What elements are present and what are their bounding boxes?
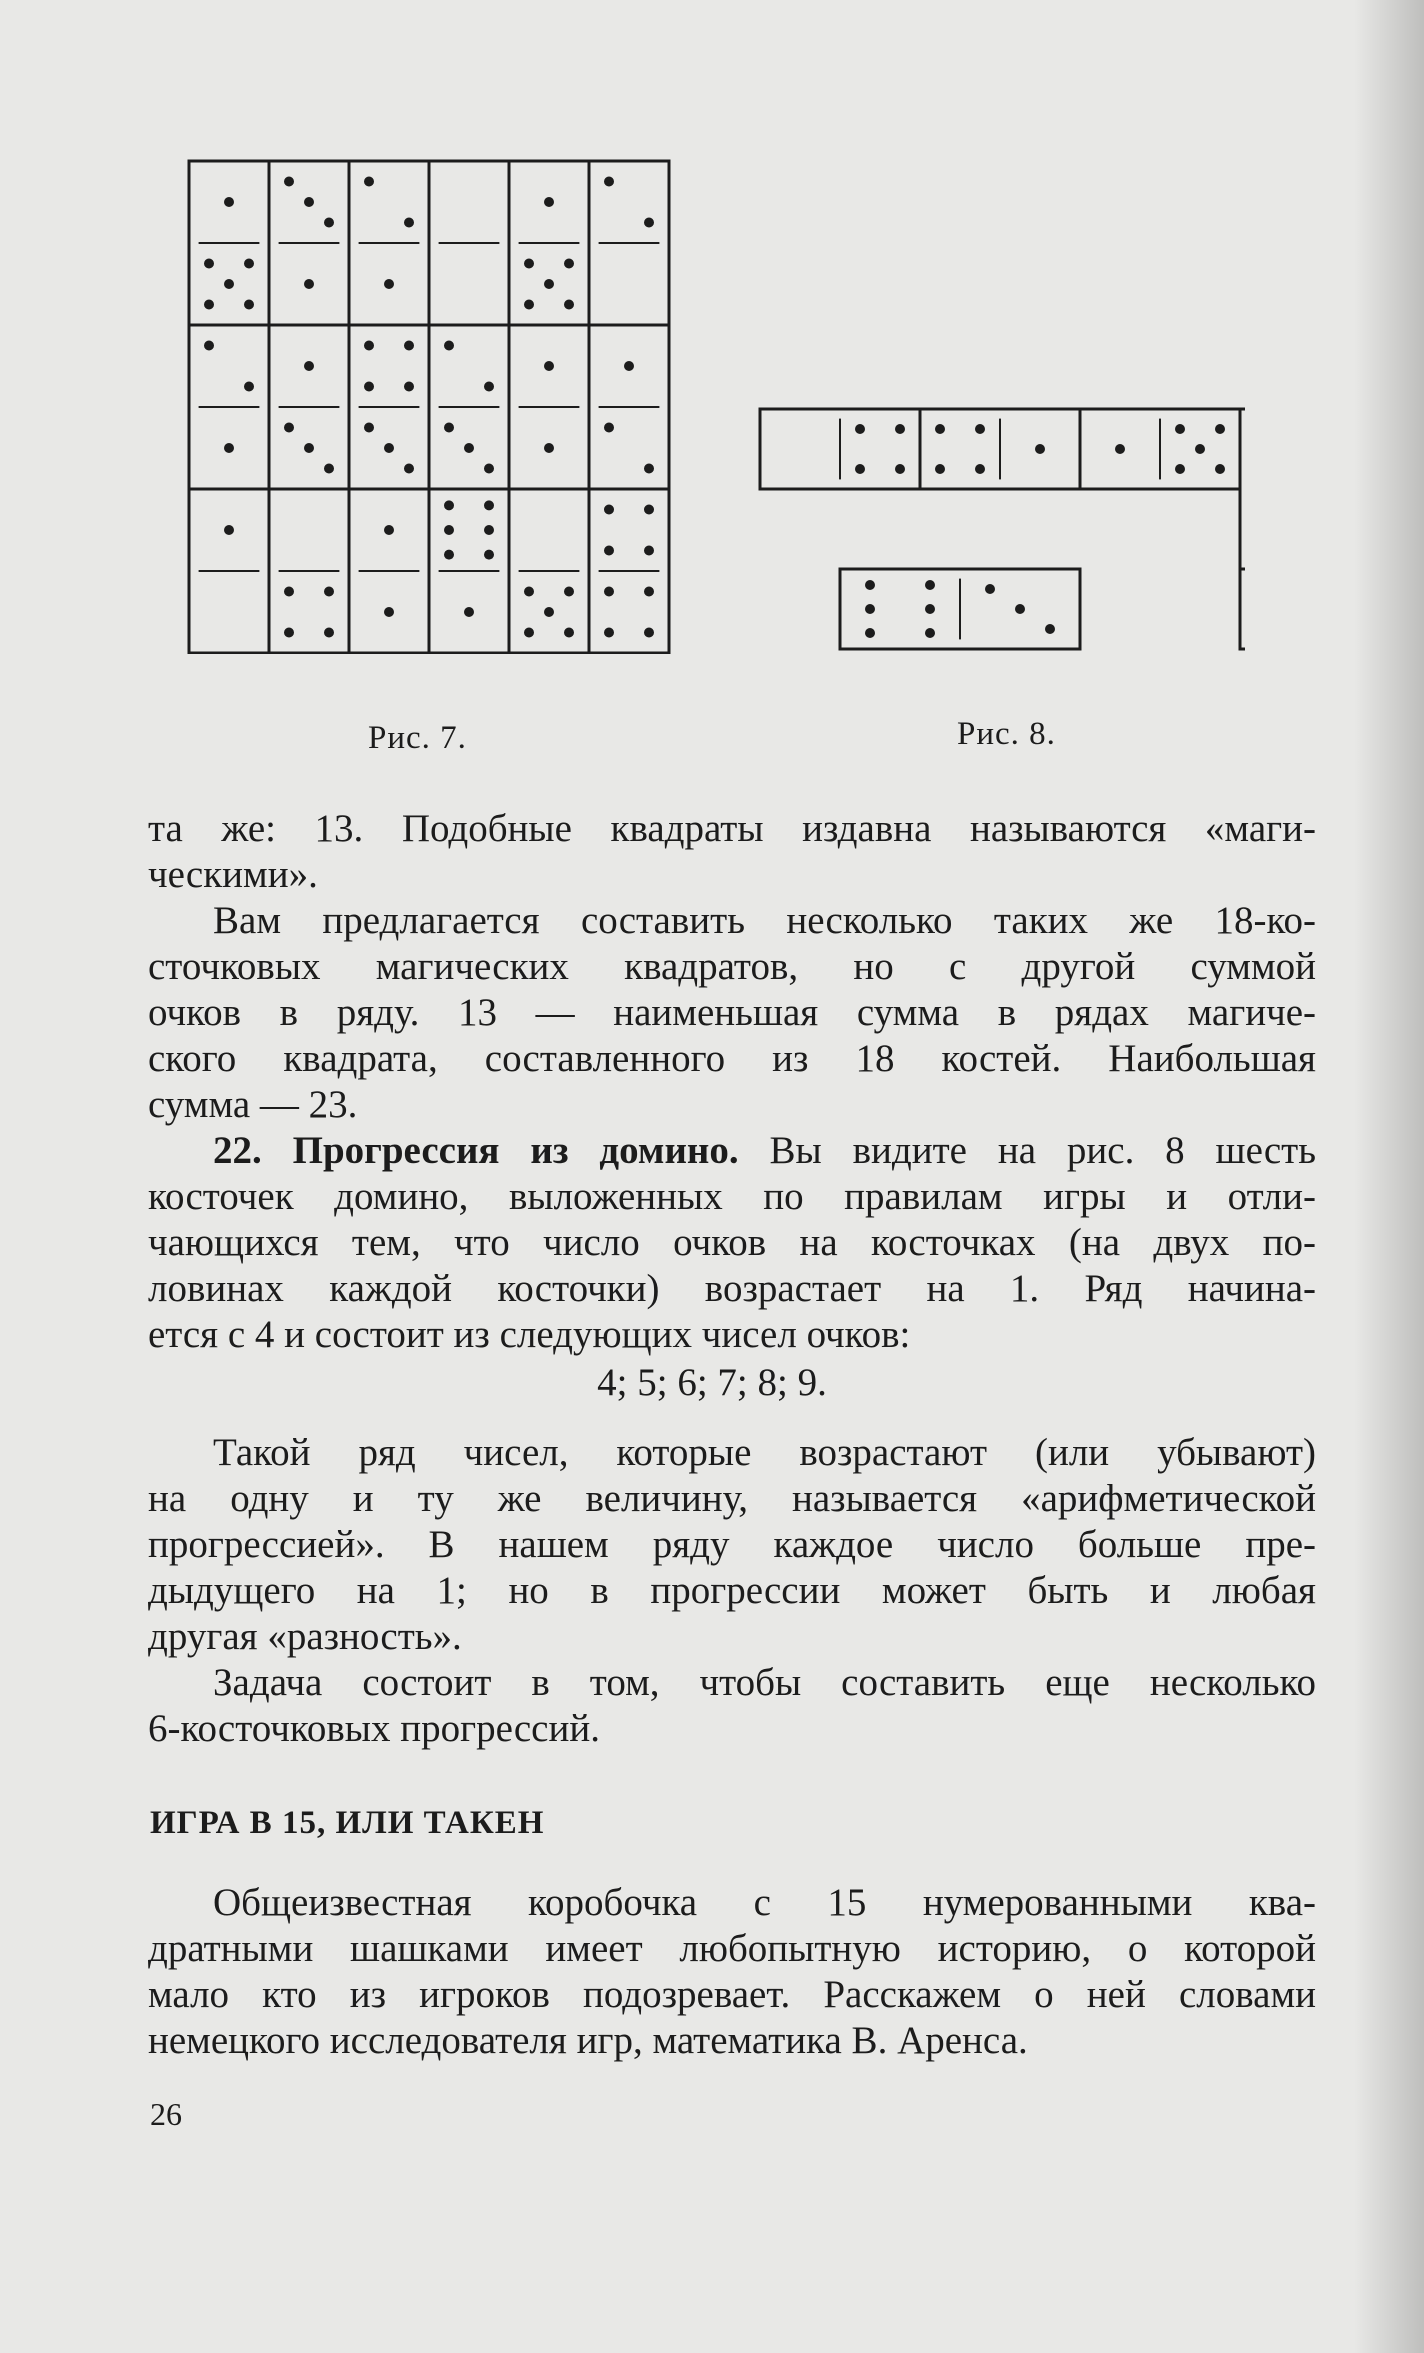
paragraph-4-line-5: другая «разность». xyxy=(148,1615,462,1658)
domino-pip xyxy=(304,443,314,453)
paragraph-2-line-2: сточковых магических квадратов, но с другой суммой xyxy=(148,945,1316,988)
paragraph-2-line-5: сумма — 23. xyxy=(148,1083,358,1126)
paragraph-6-line-4: немецкого исследователя игр, математика В. Аренса. xyxy=(148,2019,1028,2062)
domino-pip xyxy=(604,423,614,433)
domino-pip xyxy=(364,423,374,433)
paragraph-5-line-1: Задача состоит в том, чтобы составить еще несколько xyxy=(213,1661,1316,1704)
domino-pip xyxy=(604,628,614,638)
domino-tile xyxy=(1240,569,1245,649)
domino-pip xyxy=(1045,624,1055,634)
paragraph-2-line-4: ского квадрата, составленного из 18 костей. Наибольшая xyxy=(148,1037,1316,1080)
domino-pip xyxy=(1215,424,1225,434)
domino-pip xyxy=(935,464,945,474)
domino-pip xyxy=(644,587,654,597)
number-series: 4; 5; 6; 7; 8; 9. xyxy=(597,1361,827,1404)
domino-pip xyxy=(224,279,234,289)
paragraph-1-line-1: та же: 13. Подобные квадраты издавна называются «маги- xyxy=(148,807,1316,850)
domino-pip xyxy=(544,443,554,453)
paragraph-3-line-3: чающихся тем, что число очков на косточках (на двух по- xyxy=(148,1221,1316,1264)
paragraph-2-line-1: Вам предлагается составить несколько таких же 18-ко- xyxy=(213,899,1316,942)
domino-pip xyxy=(544,279,554,289)
domino-pip xyxy=(384,525,394,535)
domino-pip xyxy=(524,259,534,269)
domino-pip xyxy=(244,382,254,392)
domino-pip xyxy=(865,628,875,638)
domino-pip xyxy=(364,382,374,392)
domino-pip xyxy=(985,584,995,594)
paragraph-6-line-2: дратными шашками имеет любопытную историю, о которой xyxy=(148,1927,1316,1970)
domino-pip xyxy=(444,525,454,535)
figure-8-caption: Рис. 8. xyxy=(957,716,1056,752)
paragraph-4-line-3: прогрессией». В нашем ряду каждое число больше пре- xyxy=(148,1523,1316,1566)
domino-pip xyxy=(324,587,334,597)
paragraph-2-line-3: очков в ряду. 13 — наименьшая сумма в рядах магиче- xyxy=(148,991,1316,1034)
domino-pip xyxy=(224,197,234,207)
domino-pip xyxy=(304,279,314,289)
domino-pip xyxy=(1115,444,1125,454)
domino-pip xyxy=(484,500,494,510)
domino-pip xyxy=(604,177,614,187)
domino-pip xyxy=(524,300,534,310)
domino-pip xyxy=(925,580,935,590)
page-number: 26 xyxy=(150,2096,182,2132)
domino-pip xyxy=(644,218,654,228)
domino-pip xyxy=(484,464,494,474)
domino-pip xyxy=(444,423,454,433)
domino-pip xyxy=(204,300,214,310)
domino-tile xyxy=(1240,409,1245,569)
domino-pip xyxy=(384,443,394,453)
domino-pip xyxy=(224,443,234,453)
domino-pip xyxy=(975,424,985,434)
domino-pip xyxy=(284,177,294,187)
domino-pip xyxy=(204,341,214,351)
paragraph-3-line-2: косточек домино, выложенных по правилам игры и отли- xyxy=(148,1175,1316,1218)
paragraph-1-line-2: ческими». xyxy=(148,853,318,896)
domino-pip xyxy=(1015,604,1025,614)
problem-number: 22. xyxy=(213,1129,262,1172)
paragraph-3-line-5: ется с 4 и состоит из следующих чисел очков: xyxy=(148,1313,911,1356)
domino-pip xyxy=(484,382,494,392)
domino-pip xyxy=(204,259,214,269)
domino-pip xyxy=(404,218,414,228)
domino-pip xyxy=(855,464,865,474)
domino-pip xyxy=(444,550,454,560)
domino-pip xyxy=(444,500,454,510)
domino-pip xyxy=(524,628,534,638)
domino-pip xyxy=(564,587,574,597)
domino-pip xyxy=(484,550,494,560)
domino-pip xyxy=(895,424,905,434)
domino-pip xyxy=(564,300,574,310)
domino-pip xyxy=(604,505,614,515)
problem-text-start: Вы видите на рис. 8 шесть xyxy=(769,1129,1317,1172)
domino-pip xyxy=(1035,444,1045,454)
figure-8-domino-progression xyxy=(757,406,1245,656)
paragraph-4-line-2: на одну и ту же величину, называется «арифметической xyxy=(148,1477,1316,1520)
paragraph-5-line-2: 6-косточковых прогрессий. xyxy=(148,1707,600,1750)
problem-title: Прогрессия из домино. xyxy=(292,1129,739,1172)
domino-pip xyxy=(484,525,494,535)
domino-pip xyxy=(364,341,374,351)
domino-pip xyxy=(464,607,474,617)
domino-pip xyxy=(604,546,614,556)
domino-pip xyxy=(644,628,654,638)
domino-pip xyxy=(895,464,905,474)
domino-pip xyxy=(855,424,865,434)
domino-pip xyxy=(1175,464,1185,474)
domino-pip xyxy=(404,341,414,351)
domino-pip xyxy=(324,218,334,228)
domino-pip xyxy=(284,587,294,597)
domino-pip xyxy=(644,464,654,474)
domino-pip xyxy=(544,361,554,371)
domino-pip xyxy=(244,300,254,310)
domino-pip xyxy=(524,587,534,597)
domino-pip xyxy=(444,341,454,351)
domino-pip xyxy=(564,628,574,638)
domino-pip xyxy=(865,580,875,590)
section-heading: ИГРА В 15, ИЛИ ТАКЕН xyxy=(150,1805,545,1841)
domino-pip xyxy=(224,525,234,535)
domino-pip xyxy=(244,259,254,269)
domino-pip xyxy=(324,464,334,474)
domino-pip xyxy=(324,628,334,638)
domino-pip xyxy=(404,382,414,392)
problem-22-first-line xyxy=(148,1128,1316,1174)
domino-pip xyxy=(384,279,394,289)
domino-pip xyxy=(975,464,985,474)
figure-7-domino-magic-square xyxy=(186,158,672,654)
domino-pip xyxy=(925,628,935,638)
domino-pip xyxy=(644,546,654,556)
domino-pip xyxy=(1175,424,1185,434)
domino-pip xyxy=(284,423,294,433)
domino-pip xyxy=(284,628,294,638)
domino-pip xyxy=(624,361,634,371)
domino-pip xyxy=(564,259,574,269)
page-gutter-shadow xyxy=(1354,0,1424,2353)
domino-pip xyxy=(865,604,875,614)
paragraph-6-line-3: мало кто из игроков подозревает. Расскажем о ней словами xyxy=(148,1973,1316,2016)
domino-pip xyxy=(604,587,614,597)
domino-pip xyxy=(384,607,394,617)
paragraph-4-line-1: Такой ряд чисел, которые возрастают (или убывают) xyxy=(213,1431,1316,1474)
domino-pip xyxy=(304,197,314,207)
domino-pip xyxy=(404,464,414,474)
domino-pip xyxy=(925,604,935,614)
domino-pip xyxy=(364,177,374,187)
domino-pip xyxy=(644,505,654,515)
figure-7-caption: Рис. 7. xyxy=(368,720,467,756)
paragraph-6-line-1: Общеизвестная коробочка с 15 нумерованными ква- xyxy=(213,1881,1316,1924)
domino-pip xyxy=(544,607,554,617)
paragraph-3-line-4: ловинах каждой косточки) возрастает на 1. Ряд начина- xyxy=(148,1267,1316,1310)
domino-pip xyxy=(464,443,474,453)
domino-pip xyxy=(1195,444,1205,454)
domino-pip xyxy=(1215,464,1225,474)
domino-pip xyxy=(544,197,554,207)
domino-pip xyxy=(304,361,314,371)
domino-pip xyxy=(935,424,945,434)
paragraph-4-line-4: дыдущего на 1; но в прогрессии может быть и любая xyxy=(148,1569,1316,1612)
